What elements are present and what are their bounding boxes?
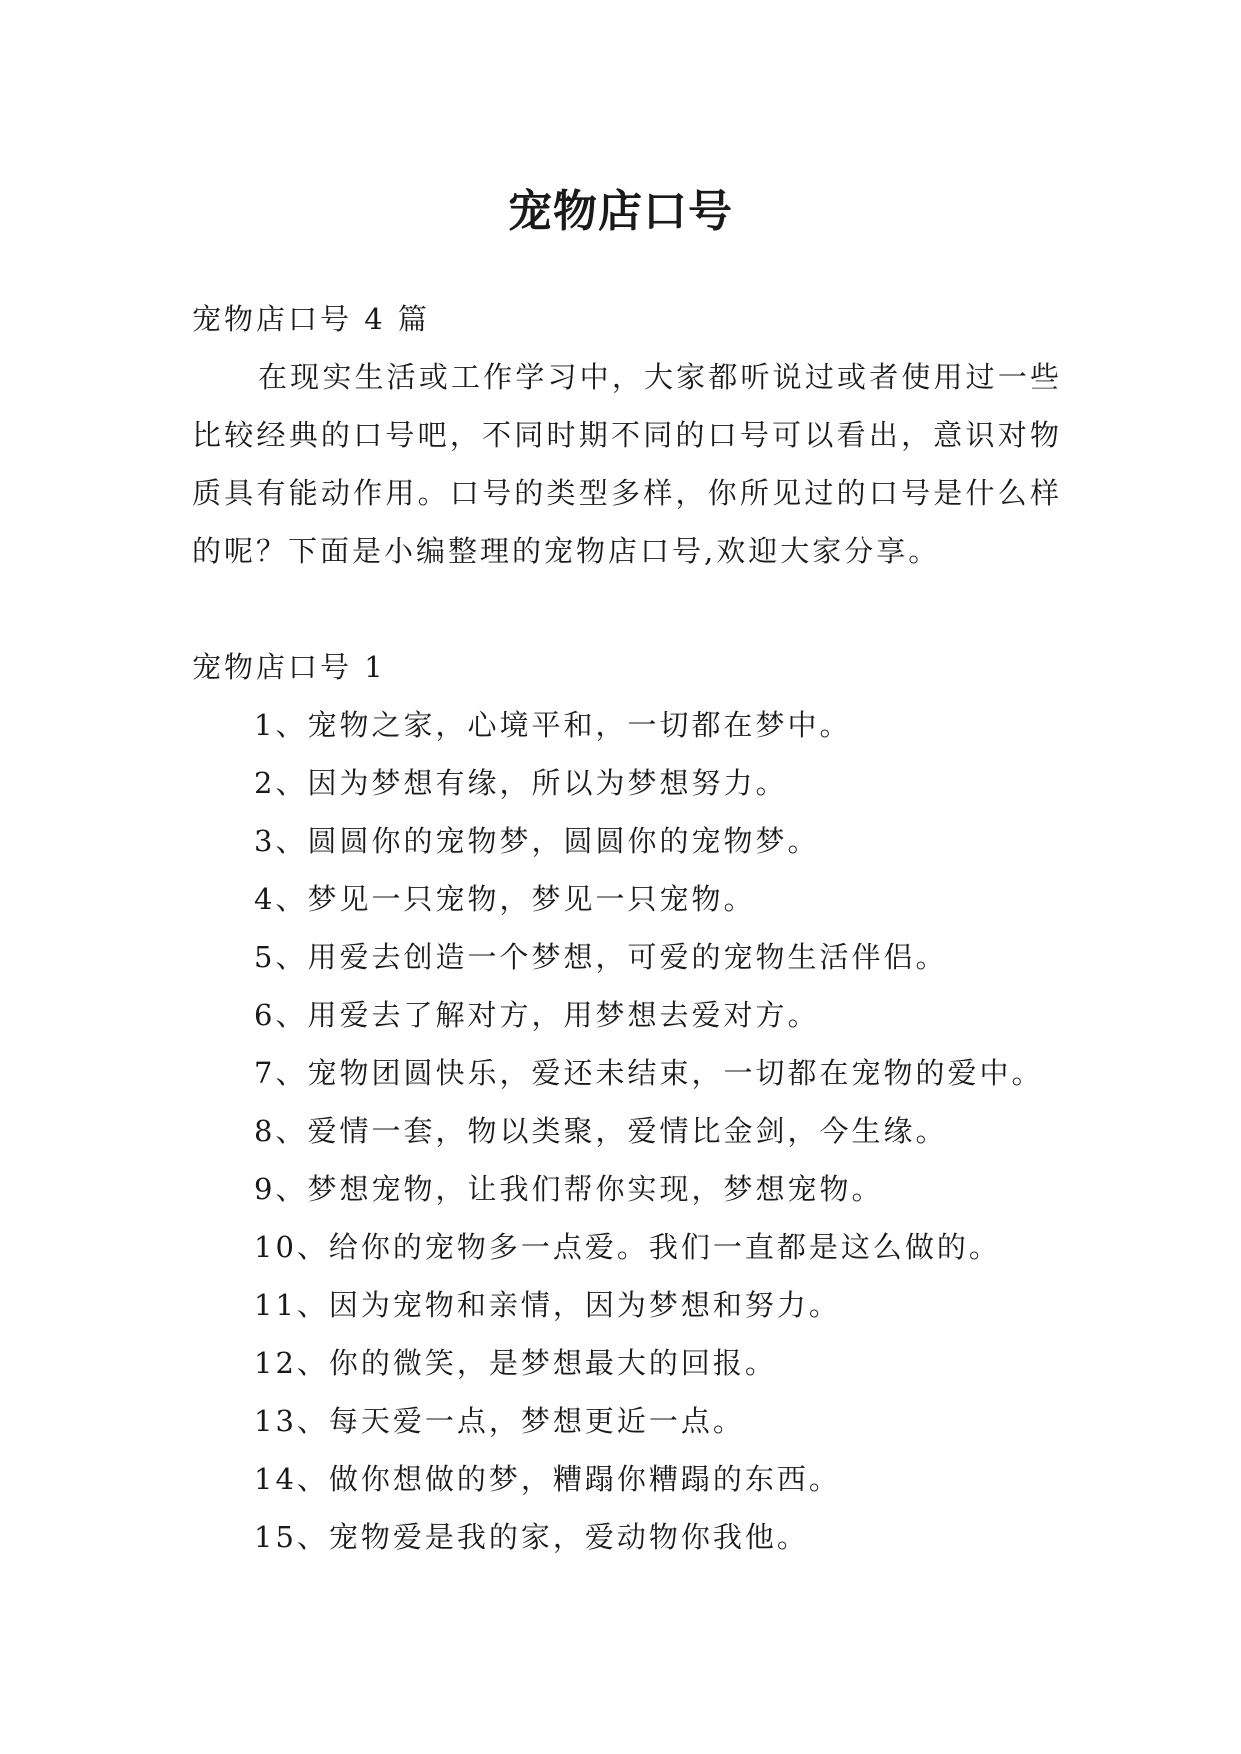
document-subtitle: 宠物店口号 4 篇 (192, 302, 430, 336)
slogan-item: 8、爱情一套，物以类聚，爱情比金剑，今生缘。 (254, 1114, 948, 1148)
slogan-item: 1、宠物之家，心境平和，一切都在梦中。 (254, 708, 852, 742)
slogan-item: 6、用爱去了解对方，用梦想去爱对方。 (254, 998, 820, 1032)
section-heading: 宠物店口号 1 (192, 650, 386, 684)
slogan-item: 13、每天爱一点，梦想更近一点。 (254, 1404, 745, 1438)
document-title: 宠物店口号 (508, 186, 733, 238)
slogan-item: 15、宠物爱是我的家，爱动物你我他。 (254, 1520, 809, 1554)
slogan-item: 11、因为宠物和亲情，因为梦想和努力。 (254, 1288, 841, 1322)
document-body (192, 290, 1062, 1566)
slogan-item: 4、梦见一只宠物，梦见一只宠物。 (254, 882, 756, 916)
slogan-item: 5、用爱去创造一个梦想，可爱的宠物生活伴侣。 (254, 940, 948, 974)
slogan-item: 10、给你的宠物多一点爱。我们一直都是这么做的。 (254, 1230, 1001, 1264)
slogan-item: 7、宠物团圆快乐，爱还未结束，一切都在宠物的爱中。 (254, 1056, 1044, 1090)
slogan-item: 2、因为梦想有缘，所以为梦想努力。 (254, 766, 788, 800)
intro-paragraph: 在现实生活或工作学习中，大家都听说过或者使用过一些比较经典的口号吧，不同时期不同的口号可以看出，意识对物质具有能动作用。口号的类型多样，你所见过的口号是什么样的呢？下面是小编整理的宠物店口号,欢迎大家分享。 (192, 360, 1062, 568)
slogan-list (192, 696, 1062, 1566)
slogan-item: 3、圆圆你的宠物梦，圆圆你的宠物梦。 (254, 824, 820, 858)
slogan-item: 14、做你想做的梦，糟蹋你糟蹋的东西。 (254, 1462, 841, 1496)
slogan-item: 9、梦想宠物，让我们帮你实现，梦想宠物。 (254, 1172, 884, 1206)
slogan-item: 12、你的微笑，是梦想最大的回报。 (254, 1346, 777, 1380)
